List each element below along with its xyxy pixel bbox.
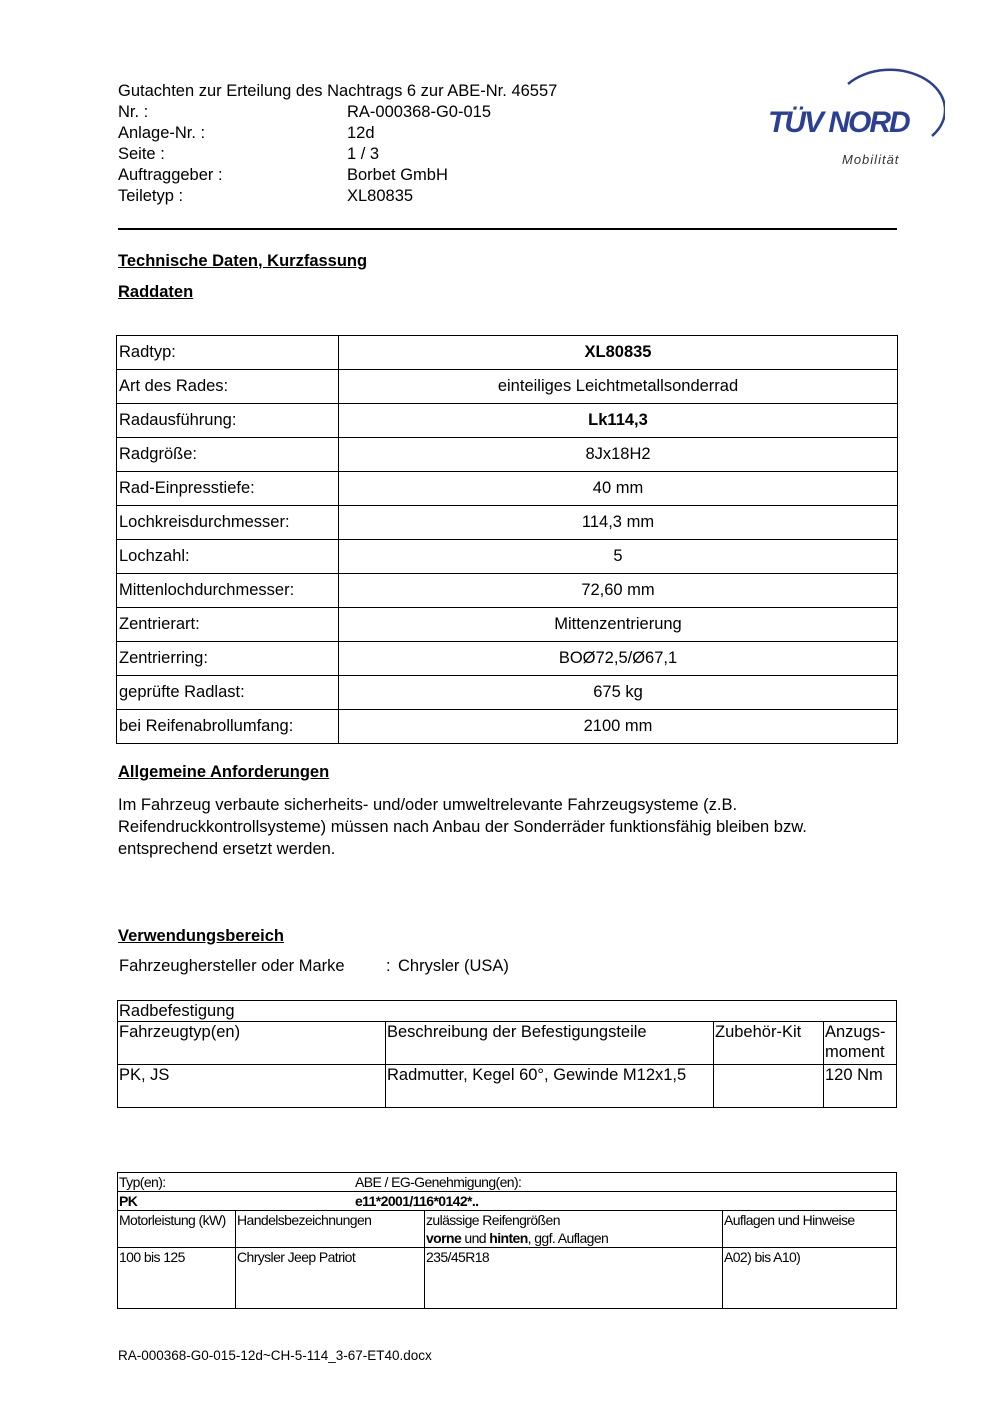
header-value: XL80835 [347, 187, 414, 205]
table-row [117, 472, 898, 506]
raddaten-label: Radausführung: [117, 404, 339, 438]
table-row [117, 710, 898, 744]
table-cell: Chrysler Jeep Patriot [236, 1248, 425, 1309]
abe-gen-label: ABE / EG-Genehmigung(en): [355, 1174, 522, 1190]
fahrzeughersteller-label: Fahrzeughersteller oder Marke [119, 957, 345, 975]
raddaten-label: Art des Rades: [117, 370, 339, 404]
reifen-header-line2 [426, 1229, 722, 1247]
raddaten-table [116, 335, 898, 744]
abe-label-row [118, 1173, 897, 1192]
allgemeine-paragraph: Im Fahrzeug verbaute sicherheits- und/oder umweltrelevante Fahrzeugsysteme (z.B. Reifendruckkontrollsysteme) müssen nach Anbau der Sonderräder funktionsfähig bleiben bzw. entsprechend ersetzt werden. [118, 796, 807, 858]
raddaten-label: geprüfte Radlast: [117, 676, 339, 710]
table-row [117, 336, 898, 370]
section-heading-technische: Technische Daten, Kurzfassung [118, 252, 368, 270]
raddaten-label: Lochkreisdurchmesser: [117, 506, 339, 540]
abe-typ-value: PK [119, 1193, 138, 1209]
column-header: Fahrzeugtyp(en) [118, 1022, 386, 1065]
table-cell [714, 1065, 824, 1108]
reifen-vorne: vorne [426, 1230, 462, 1246]
radbefestigung-table [117, 1000, 897, 1108]
header-value: 1 / 3 [347, 145, 380, 163]
raddaten-value: 72,60 mm [339, 574, 898, 608]
raddaten-value: Lk114,3 [339, 404, 898, 438]
table-row [117, 540, 898, 574]
header-value: 12d [347, 124, 375, 142]
reifen-header-line1: zulässige Reifengrößen [426, 1212, 560, 1228]
abe-gen-value: e11*2001/116*0142*.. [355, 1193, 479, 1209]
header-label: Auftraggeber : [118, 166, 223, 184]
abe-table [117, 1172, 897, 1309]
raddaten-label: Lochzahl: [117, 540, 339, 574]
header-value: Borbet GmbH [347, 166, 448, 184]
raddaten-value: 675 kg [339, 676, 898, 710]
header-label: Teiletyp : [118, 187, 184, 205]
section-heading-verwendung: Verwendungsbereich [118, 927, 284, 945]
header-title: Gutachten zur Erteilung des Nachtrags 6 zur ABE-Nr. 46557 [118, 82, 558, 100]
raddaten-label: Rad-Einpresstiefe: [117, 472, 339, 506]
raddaten-label: Radgröße: [117, 438, 339, 472]
logo-subtitle: Mobilität [842, 152, 900, 167]
header-label: Nr. : [118, 103, 149, 121]
table-cell: PK, JS [118, 1065, 386, 1108]
fahrzeughersteller-value: Chrysler (USA) [398, 957, 509, 975]
raddaten-value: 5 [339, 540, 898, 574]
table-cell: A02) bis A10) [723, 1248, 897, 1309]
table-row [117, 574, 898, 608]
table-row [117, 506, 898, 540]
column-header-reifen [425, 1211, 723, 1248]
raddaten-label: Mittenlochdurchmesser: [117, 574, 339, 608]
header-divider [118, 228, 897, 230]
table-cell: 235/45R18 [425, 1248, 723, 1309]
reifen-und: und [461, 1230, 490, 1246]
section-heading-allgemeine: Allgemeine Anforderungen [118, 763, 330, 781]
header-label: Anlage-Nr. : [118, 124, 206, 142]
column-header: Auflagen und Hinweise [723, 1211, 897, 1248]
table-row [118, 1022, 897, 1065]
column-header: Beschreibung der Befestigungsteile [386, 1022, 714, 1065]
radbefestigung-title: Radbefestigung [118, 1001, 897, 1022]
table-row [117, 370, 898, 404]
column-header: Zubehör-Kit [714, 1022, 824, 1065]
table-row [117, 642, 898, 676]
raddaten-value: einteiliges Leichtmetallsonderrad [339, 370, 898, 404]
column-header: Motorleistung (kW) [118, 1211, 236, 1248]
table-row [118, 1001, 897, 1022]
raddaten-value: 8Jx18H2 [339, 438, 898, 472]
raddaten-value: XL80835 [339, 336, 898, 370]
abe-value-pair [119, 1192, 896, 1210]
column-header: Handelsbezeichnungen [236, 1211, 425, 1248]
table-row [117, 608, 898, 642]
raddaten-value: 2100 mm [339, 710, 898, 744]
raddaten-value: 40 mm [339, 472, 898, 506]
table-row [117, 438, 898, 472]
raddaten-label: Zentrierring: [117, 642, 339, 676]
table-row [118, 1211, 897, 1248]
table-row [117, 676, 898, 710]
reifen-hinten: hinten [489, 1230, 528, 1246]
header-label: Seite : [118, 145, 165, 163]
table-cell: 120 Nm [824, 1065, 897, 1108]
table-row [118, 1248, 897, 1309]
abe-typ-label: Typ(en): [119, 1174, 166, 1190]
header-value: RA-000368-G0-015 [347, 103, 492, 121]
raddaten-value: 114,3 mm [339, 506, 898, 540]
raddaten-label: Radtyp: [117, 336, 339, 370]
table-row [118, 1065, 897, 1108]
table-row [118, 1173, 897, 1192]
document-footer: RA-000368-G0-015-12d~CH-5-114_3-67-ET40.docx [118, 1348, 432, 1363]
table-cell: 100 bis 125 [118, 1248, 236, 1309]
raddaten-value: BOØ72,5/Ø67,1 [339, 642, 898, 676]
abe-label-pair [119, 1173, 896, 1191]
table-row [117, 404, 898, 438]
tuv-nord-logo [760, 56, 945, 176]
raddaten-value: Mittenzentrierung [339, 608, 898, 642]
column-header: Anzugs-moment [824, 1022, 897, 1065]
table-row [118, 1192, 897, 1211]
section-heading-raddaten: Raddaten [118, 283, 194, 301]
abe-value-row [118, 1192, 897, 1211]
fahrzeughersteller-separator: : [386, 957, 391, 975]
logo-wordmark: TÜV NORD [768, 106, 909, 139]
reifen-rest: , ggf. Auflagen [527, 1230, 609, 1246]
raddaten-label: bei Reifenabrollumfang: [117, 710, 339, 744]
table-cell: Radmutter, Kegel 60°, Gewinde M12x1,5 [386, 1065, 714, 1108]
raddaten-label: Zentrierart: [117, 608, 339, 642]
